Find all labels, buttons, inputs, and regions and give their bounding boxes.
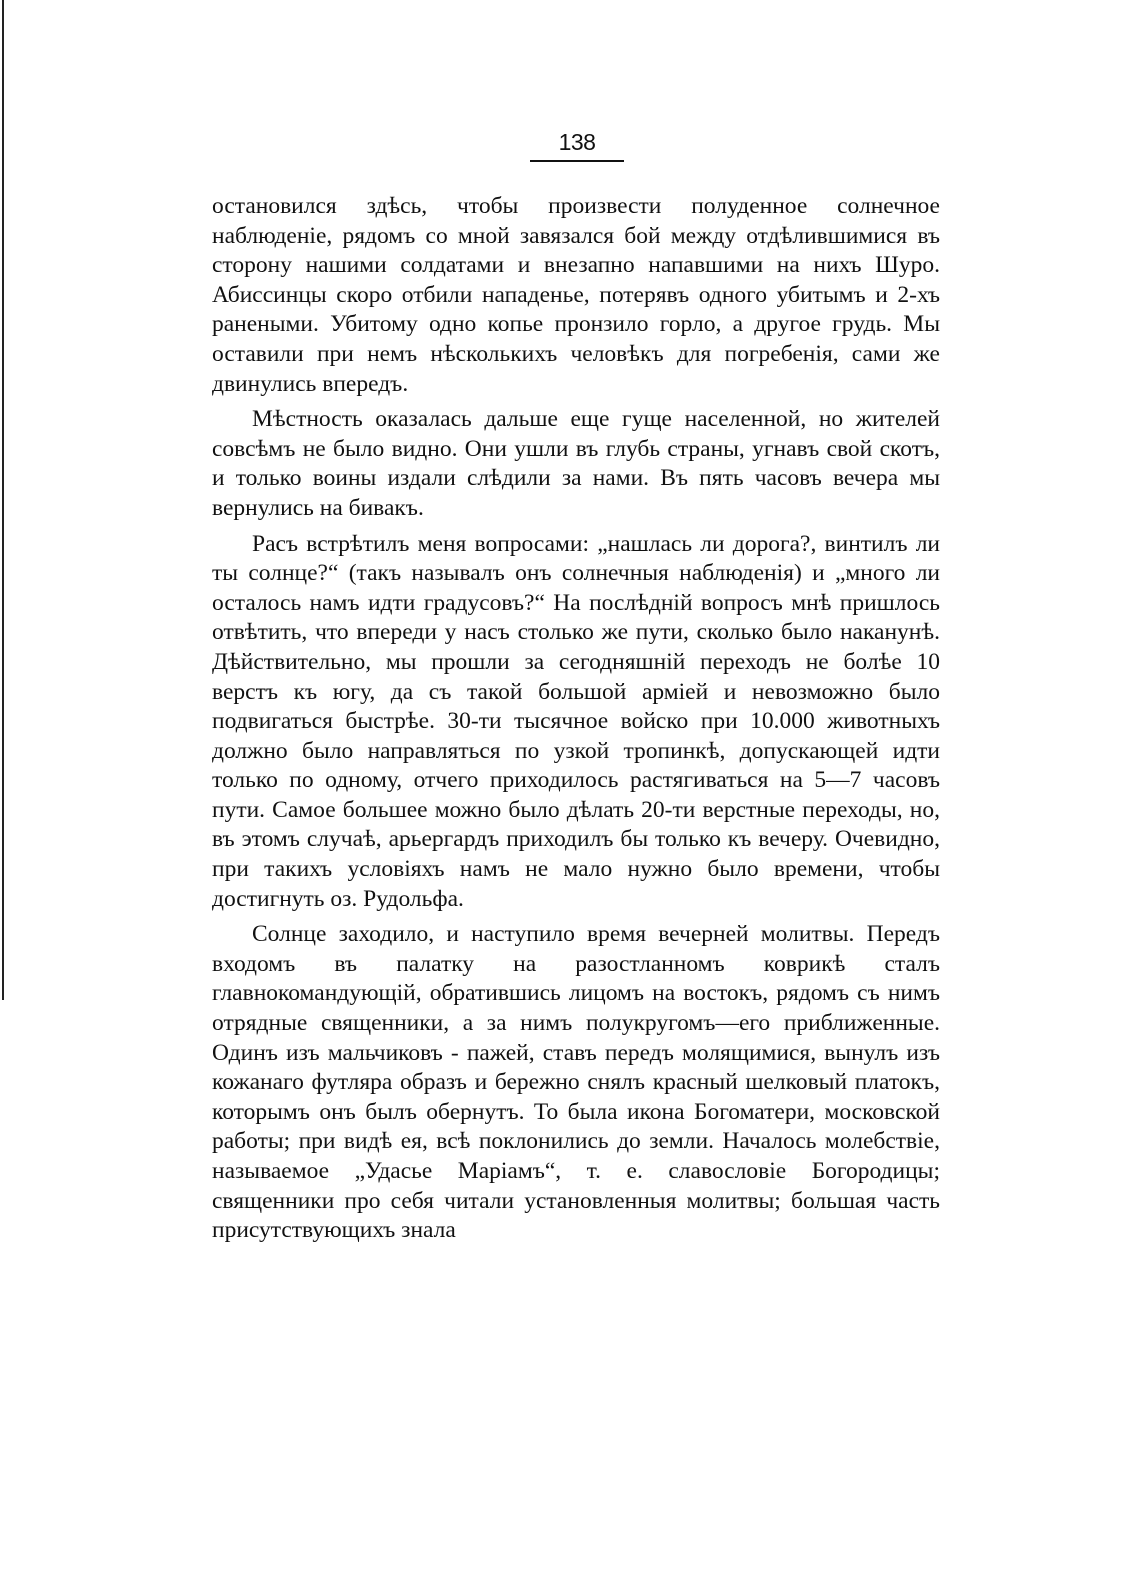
paragraph-continuation: остановился здѣсь, чтобы произвести полуденное солнечное наблюденіе, рядомъ со мной завязался бой между отдѣлившимися въ сторону нашими солдатами и внезапно напавшими на нихъ Шуро. Абиссинцы скоро отбили нападенье, потерявъ одного убитымъ и 2-хъ ранеными. Убитому одно копье пронзило горло, а другое грудь. Мы оставили при немъ нѣсколькихъ человѣкъ для погребенія, сами же двинулись впередъ. <box>212 193 940 397</box>
page-header <box>530 126 624 162</box>
paragraph-ras-questions: Расъ встрѣтилъ меня вопросами: „нашлась ли дорога?, винтилъ ли ты солнце?“ (такъ называлъ онъ солнечныя наблюденія) и „много ли осталось намъ идти градусовъ?“ На послѣдній вопросъ мнѣ пришлось отвѣтить, что впереди у насъ столько же пути, сколько было наканунѣ. Дѣйствительно, мы прошли за сегодняшній переходъ не болѣе 10 верстъ къ югу, да съ такой большой арміей и невозможно было подвигаться быстрѣе. 30-ти тысячное войско при 10.000 животныхъ должно было направляться по узкой тропинкѣ, допускающей идти только по одному, отчего приходилось растягиваться на 5—7 часовъ пути. Самое большее можно было дѣлать 20-ти верстные переходы, но, въ этомъ случаѣ, арьергардъ приходилъ бы только къ вечеру. Очевидно, при такихъ условіяхъ намъ не мало нужно было времени, чтобы достигнуть оз. Рудольфа. <box>212 530 940 912</box>
body-text <box>212 192 940 1252</box>
page-number-rule <box>530 160 624 162</box>
page-number: 138 <box>558 129 596 155</box>
paragraph-locality: Мѣстность оказалась дальше еще гуще населенной, но жителей совсѣмъ не было видно. Они ушли въ глубь страны, угнавъ свой скотъ, и только воины издали слѣдили за нами. Въ пять часовъ вечера мы вернулись на бивакъ. <box>212 406 940 521</box>
scan-edge <box>2 0 4 1000</box>
paragraph-evening-prayer: Солнце заходило, и наступило время вечерней молитвы. Передъ входомъ въ палатку на разостланномъ коврикѣ сталъ главнокомандующій, обратившись лицомъ на востокъ, рядомъ съ нимъ отрядные священники, а за нимъ полукругомъ—его приближенные. Одинъ изъ мальчиковъ - пажей, ставъ передъ молящимися, вынулъ изъ кожанаго футляра образъ и бережно снялъ красный шелковый платокъ, которымъ онъ былъ обернутъ. То была икона Богоматери, московской работы; при видѣ ея, всѣ поклонились до земли. Началось молебствіе, называемое „Удасье Маріамъ“, т. е. славословіе Богородицы; священники про себя читали установленныя молитвы; большая часть присутствующихъ знала <box>212 921 940 1244</box>
